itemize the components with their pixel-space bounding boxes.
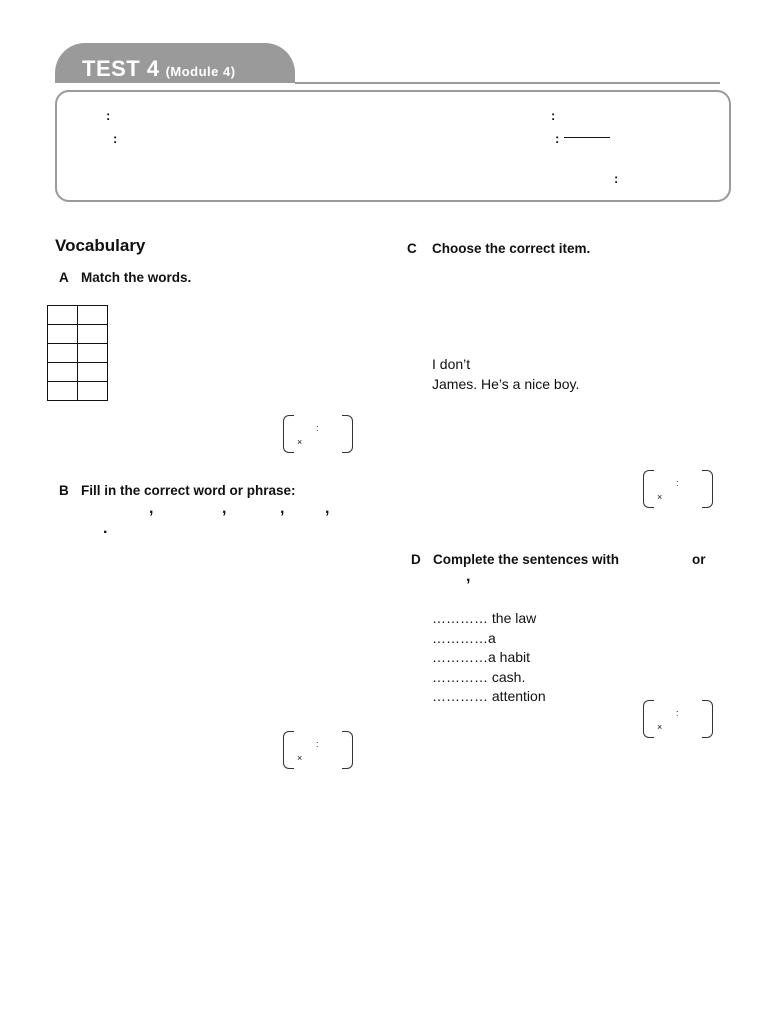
info-colon-sign: : bbox=[614, 171, 619, 186]
test-title: TEST 4 (Module 4) bbox=[82, 56, 236, 81]
score-colon: : bbox=[316, 739, 319, 749]
score-bracket-left bbox=[643, 700, 654, 738]
question-d-heading bbox=[411, 552, 619, 567]
list-item: ………… cash. bbox=[432, 669, 526, 685]
match-row bbox=[48, 344, 108, 363]
score-times: × bbox=[297, 437, 303, 447]
match-cell[interactable] bbox=[78, 382, 108, 401]
score-box-d bbox=[643, 700, 713, 736]
match-cell[interactable] bbox=[48, 382, 78, 401]
info-colon-date: : bbox=[551, 108, 556, 123]
question-c-heading bbox=[407, 241, 590, 256]
question-a-letter: A bbox=[59, 270, 69, 285]
score-times: × bbox=[657, 492, 663, 502]
score-bracket-left bbox=[643, 470, 654, 508]
word-separator: , bbox=[149, 500, 154, 517]
score-colon: : bbox=[676, 478, 679, 488]
match-row bbox=[48, 363, 108, 382]
word-separator: , bbox=[280, 500, 285, 517]
list-item: …………a bbox=[432, 630, 496, 646]
list-item: ………… the law bbox=[432, 610, 537, 626]
test-subtitle: (Module 4) bbox=[165, 64, 236, 79]
score-bracket-left bbox=[283, 731, 294, 769]
list-item: ………… attention bbox=[432, 688, 546, 704]
score-colon: : bbox=[316, 423, 319, 433]
score-bracket-right bbox=[702, 470, 713, 508]
score-bracket-right bbox=[702, 700, 713, 738]
score-box-b bbox=[283, 731, 353, 767]
question-c-line: James. He’s a nice boy. bbox=[432, 376, 580, 392]
score-bracket-left bbox=[283, 415, 294, 453]
word-separator: , bbox=[325, 500, 330, 517]
question-b-letter: B bbox=[59, 483, 69, 498]
question-d-or: or bbox=[692, 552, 706, 567]
question-d-prompt: Complete the sentences with bbox=[433, 552, 620, 567]
word-separator: , bbox=[222, 500, 227, 517]
match-row bbox=[48, 382, 108, 401]
question-a-prompt: Match the words. bbox=[81, 270, 192, 285]
info-colon-name: : bbox=[106, 108, 111, 123]
word-terminator: . bbox=[103, 520, 108, 537]
match-answer-grid bbox=[47, 305, 108, 401]
question-c-prompt: Choose the correct item. bbox=[432, 241, 591, 256]
info-colon-mark: : bbox=[555, 131, 560, 146]
score-bracket-right bbox=[342, 731, 353, 769]
match-cell[interactable] bbox=[48, 363, 78, 382]
question-c-letter: C bbox=[407, 241, 417, 256]
match-cell[interactable] bbox=[48, 344, 78, 363]
list-item: …………a habit bbox=[432, 649, 531, 665]
student-info-box bbox=[55, 90, 731, 202]
match-cell[interactable] bbox=[48, 325, 78, 344]
score-times: × bbox=[657, 722, 663, 732]
question-d-comma: , bbox=[466, 568, 471, 585]
question-b-prompt: Fill in the correct word or phrase: bbox=[81, 483, 296, 498]
question-b-heading bbox=[59, 483, 296, 498]
mark-line bbox=[564, 137, 610, 138]
header-rule bbox=[295, 82, 720, 84]
score-times: × bbox=[297, 753, 303, 763]
score-box-a bbox=[283, 415, 353, 451]
section-title: Vocabulary bbox=[55, 236, 146, 255]
match-row bbox=[48, 325, 108, 344]
match-row bbox=[48, 306, 108, 325]
match-cell[interactable] bbox=[78, 325, 108, 344]
match-cell[interactable] bbox=[78, 306, 108, 325]
question-d-letter: D bbox=[411, 552, 421, 567]
match-cell[interactable] bbox=[78, 363, 108, 382]
question-c-line: I don’t bbox=[432, 356, 471, 372]
score-colon: : bbox=[676, 708, 679, 718]
info-colon-class: : bbox=[113, 131, 118, 146]
question-a-heading bbox=[59, 270, 191, 285]
match-cell[interactable] bbox=[78, 344, 108, 363]
score-box-c bbox=[643, 470, 713, 506]
match-cell[interactable] bbox=[48, 306, 78, 325]
score-bracket-right bbox=[342, 415, 353, 453]
